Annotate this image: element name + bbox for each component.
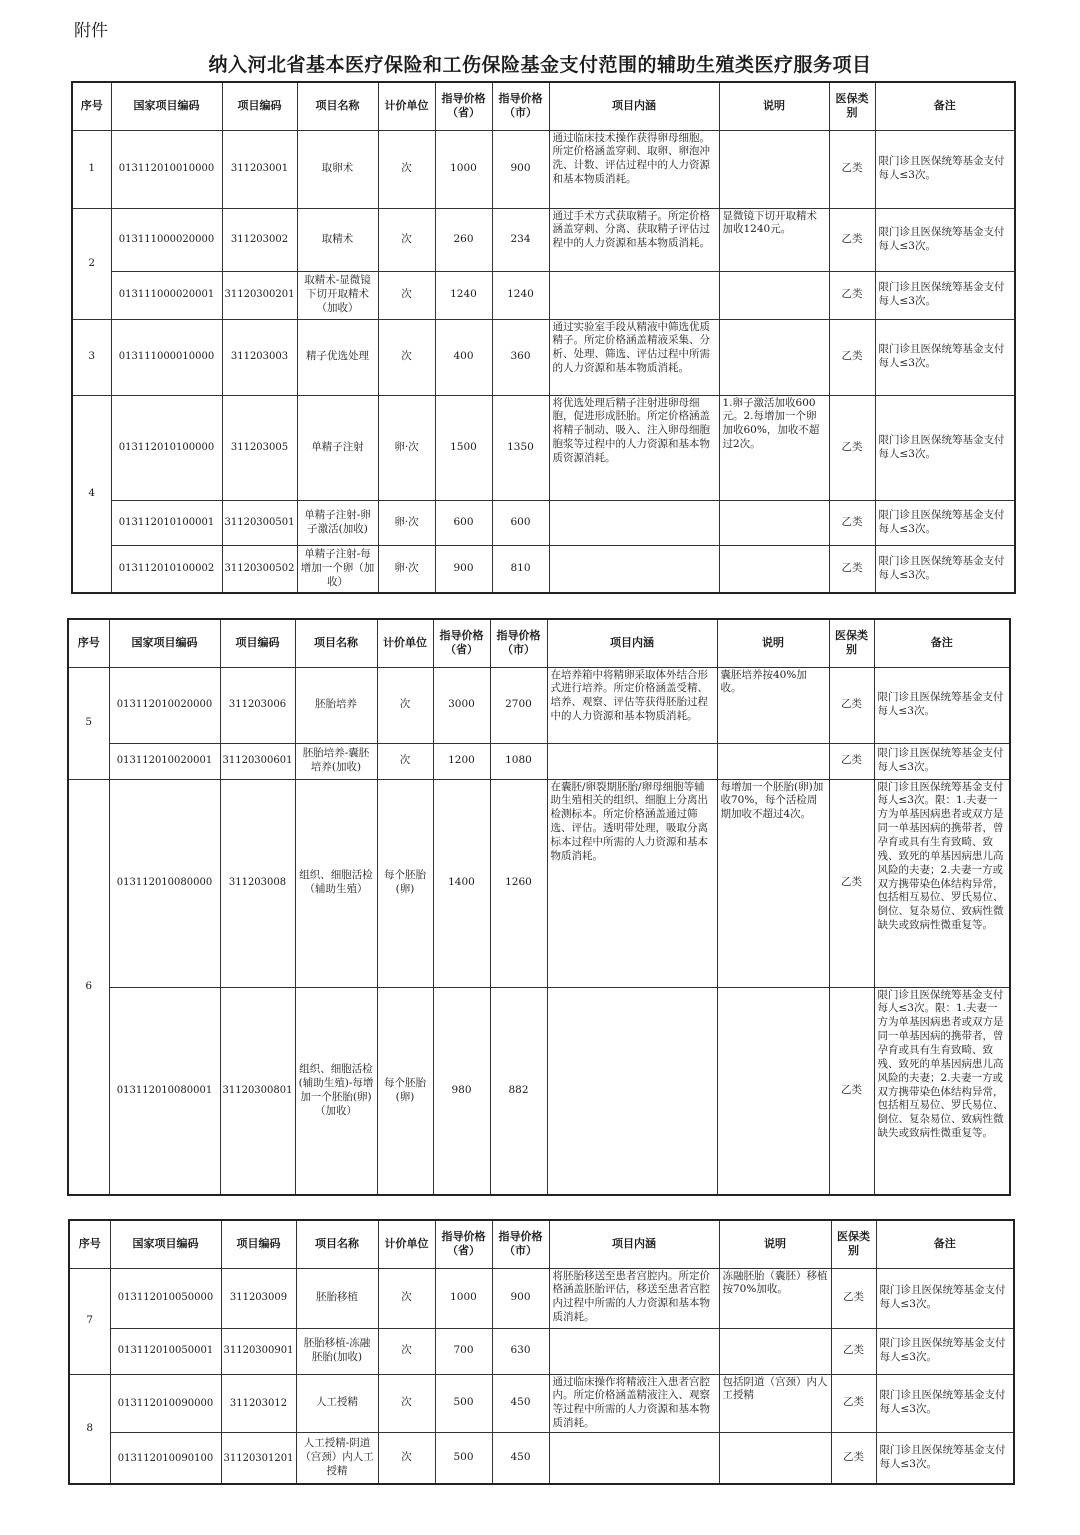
table-row: [72, 500, 1015, 545]
explanation-cell: 冻融胚胎（囊胚）移植按70%加收。: [719, 1268, 831, 1328]
unit-cell: 卵·次: [378, 500, 435, 545]
header-remark: 备注: [876, 1220, 1014, 1268]
price-province-cell: 1000: [435, 130, 492, 208]
item-name-cell: 组织、细胞活检（辅助生殖）: [295, 779, 377, 987]
content-cell: 在囊胚/卵裂期胚胎/卵母细胞等辅助生殖相关的组织、细胞上分离出检测标本。所定价格涵盖通过筛选、评估。透明带处理，吸取分离标本过程中所需的人力资源和基本物质消耗。: [547, 779, 717, 987]
explanation-cell: [719, 319, 829, 395]
item-code-cell: 31120300201: [222, 271, 297, 319]
seq-cell: 2: [72, 208, 111, 319]
item-code-cell: 311203005: [222, 395, 297, 500]
header-seq: 序号: [69, 1220, 110, 1268]
header-price-city: 指导价格（市）: [490, 619, 547, 667]
table-row: [69, 1374, 1014, 1432]
table-row: [68, 743, 1010, 779]
price-city-cell: 810: [492, 545, 549, 593]
national-code-cell: 013112010010000: [111, 130, 222, 208]
item-name-cell: 单精子注射-每增加一个卵（加收）: [297, 545, 378, 593]
explanation-cell: 囊胚培养按40%加收。: [717, 667, 829, 743]
content-cell: [549, 500, 719, 545]
document-title: 纳入河北省基本医疗保险和工伤保险基金支付范围的辅助生殖类医疗服务项目: [208, 54, 872, 76]
explanation-cell: [719, 1432, 831, 1484]
price-city-cell: 450: [492, 1374, 549, 1432]
national-code-cell: 013111000010000: [111, 319, 222, 395]
header-price-city: 指导价格（市）: [492, 1220, 549, 1268]
seq-cell: 7: [69, 1268, 110, 1374]
table-row: [72, 208, 1015, 271]
content-cell: [549, 545, 719, 593]
item-code-cell: 31120301201: [221, 1432, 296, 1484]
item-name-cell: 人工授精: [296, 1374, 378, 1432]
national-code-cell: 013112010080001: [109, 987, 220, 1195]
category-cell: 乙类: [829, 130, 875, 208]
explanation-cell: [719, 130, 829, 208]
price-province-cell: 500: [435, 1374, 492, 1432]
header-item-code: 项目编码: [220, 619, 295, 667]
header-national-code: 国家项目编码: [110, 1220, 221, 1268]
item-code-cell: 31120300502: [222, 545, 297, 593]
seq-cell: 4: [72, 395, 111, 593]
seq-cell: 3: [72, 319, 111, 395]
header-item-name: 项目名称: [297, 82, 378, 130]
content-cell: 在培养箱中将精卵采取体外结合形式进行培养。所定价格涵盖受精、培养、观察、评估等获得胚胎过程中的人力资源和基本物质消耗。: [547, 667, 717, 743]
item-name-cell: 组织、细胞活检(辅助生殖)-每增加一个胚胎(卵)（加收）: [295, 987, 377, 1195]
price-province-cell: 1500: [435, 395, 492, 500]
category-cell: 乙类: [829, 545, 875, 593]
explanation-cell: [719, 545, 829, 593]
remark-cell: 限门诊且医保统筹基金支付每人≤3次。: [876, 1432, 1014, 1484]
unit-cell: 次: [377, 743, 433, 779]
item-code-cell: 31120300601: [220, 743, 295, 779]
unit-cell: 次: [378, 130, 435, 208]
item-code-cell: 311203002: [222, 208, 297, 271]
table-row: [68, 987, 1010, 1195]
item-code-cell: 31120300501: [222, 500, 297, 545]
header-price-prov: 指导价格（省）: [433, 619, 490, 667]
unit-cell: 次: [378, 208, 435, 271]
national-code-cell: 013112010100002: [111, 545, 222, 593]
item-code-cell: 311203006: [220, 667, 295, 743]
item-name-cell: 胚胎培养-囊胚培养(加收): [295, 743, 377, 779]
category-cell: 乙类: [831, 1432, 876, 1484]
price-city-cell: 600: [492, 500, 549, 545]
price-city-cell: 2700: [490, 667, 547, 743]
price-city-cell: 630: [492, 1328, 549, 1374]
remark-cell: 限门诊且医保统筹基金支付每人≤3次。: [875, 500, 1015, 545]
table-header-row: [72, 82, 1015, 130]
price-city-cell: 882: [490, 987, 547, 1195]
remark-cell: 限门诊且医保统筹基金支付每人≤3次。: [875, 208, 1015, 271]
header-content: 项目内涵: [547, 619, 717, 667]
table-row: [69, 1432, 1014, 1484]
header-item-code: 项目编码: [221, 1220, 296, 1268]
item-code-cell: 311203008: [220, 779, 295, 987]
explanation-cell: 显微镜下切开取精术加收1240元。: [719, 208, 829, 271]
item-name-cell: 取精术-显微镜下切开取精术（加收）: [297, 271, 378, 319]
remark-cell: 限门诊且医保统筹基金支付每人≤3次。: [876, 1328, 1014, 1374]
explanation-cell: [719, 271, 829, 319]
category-cell: 乙类: [829, 395, 875, 500]
header-seq: 序号: [72, 82, 111, 130]
content-cell: [549, 1432, 719, 1484]
price-province-cell: 400: [435, 319, 492, 395]
table-row: [69, 1268, 1014, 1328]
remark-cell: 限门诊且医保统筹基金支付每人≤3次。: [875, 130, 1015, 208]
table-row: [69, 1328, 1014, 1374]
items-table-3: [68, 1219, 1015, 1485]
header-category: 医保类别: [829, 619, 874, 667]
remark-cell: 限门诊且医保统筹基金支付每人≤3次。: [876, 1268, 1014, 1328]
unit-cell: 次: [378, 1374, 435, 1432]
national-code-cell: 013112010050000: [110, 1268, 221, 1328]
seq-cell: 8: [69, 1374, 110, 1484]
item-name-cell: 取卵术: [297, 130, 378, 208]
price-city-cell: 1260: [490, 779, 547, 987]
explanation-cell: 每增加一个胚胎(卵)加收70%，每个活检周期加收不超过4次。: [717, 779, 829, 987]
content-cell: [549, 1328, 719, 1374]
category-cell: 乙类: [831, 1268, 876, 1328]
content-cell: 通过手术方式获取精子。所定价格涵盖穿刺、分离、获取精子评估过程中的人力资源和基本物质消耗。: [549, 208, 719, 271]
header-explanation: 说明: [719, 1220, 831, 1268]
header-price-city: 指导价格（市）: [492, 82, 549, 130]
item-name-cell: 单精子注射-卵子激活(加收): [297, 500, 378, 545]
price-province-cell: 980: [433, 987, 490, 1195]
category-cell: 乙类: [829, 987, 874, 1195]
remark-cell: 限门诊且医保统筹基金支付每人≤3次。: [874, 667, 1010, 743]
price-province-cell: 1400: [433, 779, 490, 987]
item-code-cell: 311203003: [222, 319, 297, 395]
header-price-prov: 指导价格（省）: [435, 1220, 492, 1268]
header-category: 医保类别: [829, 82, 875, 130]
remark-cell: 限门诊且医保统筹基金支付每人≤3次。限：1.夫妻一方为单基因病患者或双方是同一单基因病的携带者，曾孕育或具有生育致畸、致残、致死的单基因病患儿高风险的夫妻；2.夫妻一方或双方携带染色体结构异常，包括相互易位、罗氏易位、倒位、复杂易位、致病性微缺失或致病性微重复等。: [874, 987, 1010, 1195]
table-header-row: [68, 619, 1010, 667]
national-code-cell: 013112010080000: [109, 779, 220, 987]
price-province-cell: 700: [435, 1328, 492, 1374]
header-unit: 计价单位: [377, 619, 433, 667]
price-province-cell: 3000: [433, 667, 490, 743]
price-city-cell: 1080: [490, 743, 547, 779]
price-province-cell: 500: [435, 1432, 492, 1484]
content-cell: [547, 987, 717, 1195]
content-cell: [547, 743, 717, 779]
item-code-cell: 311203001: [222, 130, 297, 208]
content-cell: 通过临床操作将精液注入患者宫腔内。所定价格涵盖精液注入、观察等过程中所需的人力资源和基本物质消耗。: [549, 1374, 719, 1432]
header-remark: 备注: [875, 82, 1015, 130]
unit-cell: 次: [378, 319, 435, 395]
explanation-cell: [717, 987, 829, 1195]
unit-cell: 次: [378, 1328, 435, 1374]
seq-cell: 6: [68, 779, 109, 1195]
category-cell: 乙类: [829, 743, 874, 779]
header-category: 医保类别: [831, 1220, 876, 1268]
price-province-cell: 260: [435, 208, 492, 271]
remark-cell: 限门诊且医保统筹基金支付每人≤3次。: [875, 395, 1015, 500]
item-code-cell: 311203012: [221, 1374, 296, 1432]
content-cell: 将优选处理后精子注射进卵母细胞，促进形成胚胎。所定价格涵盖将精子制动、吸入、注入卵母细胞胞浆等过程中的人力资源和基本物质资源消耗。: [549, 395, 719, 500]
unit-cell: 次: [377, 667, 433, 743]
price-province-cell: 1240: [435, 271, 492, 319]
header-unit: 计价单位: [378, 82, 435, 130]
table-header-row: [69, 1220, 1014, 1268]
price-city-cell: 1350: [492, 395, 549, 500]
price-city-cell: 360: [492, 319, 549, 395]
category-cell: 乙类: [829, 271, 875, 319]
national-code-cell: 013112010100000: [111, 395, 222, 500]
header-content: 项目内涵: [549, 1220, 719, 1268]
category-cell: 乙类: [829, 500, 875, 545]
remark-cell: 限门诊且医保统筹基金支付每人≤3次。: [875, 271, 1015, 319]
remark-cell: 限门诊且医保统筹基金支付每人≤3次。限：1.夫妻一方为单基因病患者或双方是同一单基因病的携带者，曾孕育或具有生育致畸、致残、致死的单基因病患儿高风险的夫妻；2.夫妻一方或双方携带染色体结构异常，包括相互易位、罗氏易位、倒位、复杂易位、致病性微缺失或致病性微重复等。: [874, 779, 1010, 987]
content-cell: 通过临床技术操作获得卵母细胞。所定价格涵盖穿刺、取卵、卵泡冲洗、计数、评估过程中的人力资源和基本物质消耗。: [549, 130, 719, 208]
header-unit: 计价单位: [378, 1220, 435, 1268]
items-table-2: [67, 618, 1011, 1196]
item-code-cell: 31120300801: [220, 987, 295, 1195]
attachment-label: 附件: [74, 21, 108, 41]
header-seq: 序号: [68, 619, 109, 667]
price-province-cell: 900: [435, 545, 492, 593]
remark-cell: 限门诊且医保统筹基金支付每人≤3次。: [875, 319, 1015, 395]
price-city-cell: 234: [492, 208, 549, 271]
category-cell: 乙类: [829, 779, 874, 987]
seq-cell: 5: [68, 667, 109, 779]
table-row: [72, 395, 1015, 500]
unit-cell: 每个胚胎(卵): [377, 987, 433, 1195]
table-row: [72, 271, 1015, 319]
remark-cell: 限门诊且医保统筹基金支付每人≤3次。: [875, 545, 1015, 593]
category-cell: 乙类: [829, 319, 875, 395]
unit-cell: 卵·次: [378, 545, 435, 593]
unit-cell: 次: [378, 1432, 435, 1484]
price-city-cell: 900: [492, 1268, 549, 1328]
seq-cell: 1: [72, 130, 111, 208]
item-name-cell: 单精子注射: [297, 395, 378, 500]
price-province-cell: 1000: [435, 1268, 492, 1328]
header-remark: 备注: [874, 619, 1010, 667]
header-item-name: 项目名称: [296, 1220, 378, 1268]
national-code-cell: 013111000020000: [111, 208, 222, 271]
header-item-code: 项目编码: [222, 82, 297, 130]
national-code-cell: 013112010090100: [110, 1432, 221, 1484]
national-code-cell: 013111000020001: [111, 271, 222, 319]
item-name-cell: 人工授精-阴道（宫颈）内人工授精: [296, 1432, 378, 1484]
item-name-cell: 胚胎培养: [295, 667, 377, 743]
table-row: [68, 667, 1010, 743]
explanation-cell: [717, 743, 829, 779]
national-code-cell: 013112010020001: [109, 743, 220, 779]
item-name-cell: 精子优选处理: [297, 319, 378, 395]
table-row: [68, 779, 1010, 987]
category-cell: 乙类: [829, 667, 874, 743]
price-city-cell: 450: [492, 1432, 549, 1484]
header-national-code: 国家项目编码: [109, 619, 220, 667]
national-code-cell: 013112010020000: [109, 667, 220, 743]
national-code-cell: 013112010100001: [111, 500, 222, 545]
explanation-cell: [719, 1328, 831, 1374]
item-name-cell: 取精术: [297, 208, 378, 271]
content-cell: 将胚胎移送至患者宫腔内。所定价格涵盖胚胎评估，移送至患者宫腔内过程中所需的人力资源和基本物质消耗。: [549, 1268, 719, 1328]
header-explanation: 说明: [717, 619, 829, 667]
header-explanation: 说明: [719, 82, 829, 130]
content-cell: [549, 271, 719, 319]
price-province-cell: 600: [435, 500, 492, 545]
national-code-cell: 013112010050001: [110, 1328, 221, 1374]
item-code-cell: 31120300901: [221, 1328, 296, 1374]
price-city-cell: 1240: [492, 271, 549, 319]
explanation-cell: [719, 500, 829, 545]
header-price-prov: 指导价格（省）: [435, 82, 492, 130]
remark-cell: 限门诊且医保统筹基金支付每人≤3次。: [874, 743, 1010, 779]
item-name-cell: 胚胎移植: [296, 1268, 378, 1328]
items-table-1: [71, 81, 1016, 594]
category-cell: 乙类: [831, 1328, 876, 1374]
national-code-cell: 013112010090000: [110, 1374, 221, 1432]
unit-cell: 卵·次: [378, 395, 435, 500]
header-item-name: 项目名称: [295, 619, 377, 667]
explanation-cell: 包括阴道（宫颈）内人工授精: [719, 1374, 831, 1432]
category-cell: 乙类: [829, 208, 875, 271]
content-cell: 通过实验室手段从精液中筛选优质精子。所定价格涵盖精液采集、分析、处理、筛选、评估过程中所需的人力资源和基本物质消耗。: [549, 319, 719, 395]
category-cell: 乙类: [831, 1374, 876, 1432]
item-code-cell: 311203009: [221, 1268, 296, 1328]
price-city-cell: 900: [492, 130, 549, 208]
table-row: [72, 130, 1015, 208]
unit-cell: 次: [378, 1268, 435, 1328]
header-content: 项目内涵: [549, 82, 719, 130]
explanation-cell: 1.卵子激活加收600元。2.每增加一个卵加收60%，加收不超过2次。: [719, 395, 829, 500]
table-row: [72, 545, 1015, 593]
table-row: [72, 319, 1015, 395]
header-national-code: 国家项目编码: [111, 82, 222, 130]
unit-cell: 次: [378, 271, 435, 319]
remark-cell: 限门诊且医保统筹基金支付每人≤3次。: [876, 1374, 1014, 1432]
unit-cell: 每个胚胎(卵): [377, 779, 433, 987]
item-name-cell: 胚胎移植-冻融胚胎(加收): [296, 1328, 378, 1374]
price-province-cell: 1200: [433, 743, 490, 779]
